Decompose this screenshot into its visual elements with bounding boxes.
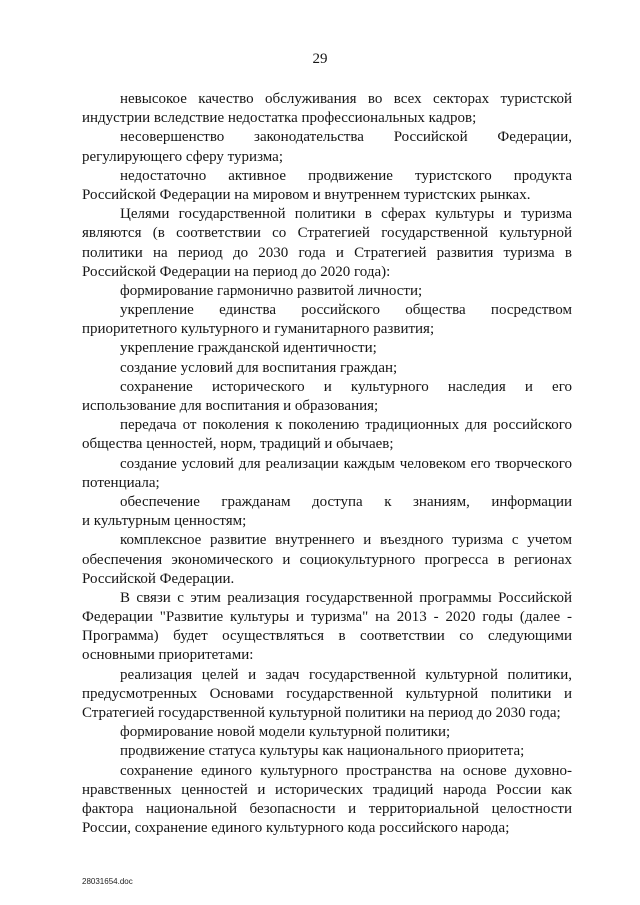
text-line: использование для воспитания и образования; bbox=[82, 398, 379, 414]
text-line: невысокое качество обслуживания во всех секторах туристской bbox=[120, 91, 572, 107]
text-line: продвижение статуса культуры как национального приоритета; bbox=[120, 743, 525, 760]
text-line: формирование гармонично развитой личности; bbox=[120, 282, 423, 299]
text-line: индустрии вследствие недостатка профессиональных кадров; bbox=[82, 110, 477, 127]
paragraph bbox=[82, 589, 572, 666]
paragraph bbox=[82, 205, 572, 282]
text-line: Российской Федерации на мировом и внутреннем туристских рынках. bbox=[82, 186, 531, 203]
text-line: политики на период до 2030 года и Стратегией развития туризма в bbox=[82, 244, 572, 261]
text-line: Программа) будет осуществляться в соответствии со следующими bbox=[82, 628, 572, 645]
text-line: передача от поколения к поколению традиционных для российского bbox=[120, 417, 572, 434]
paragraph bbox=[82, 455, 572, 493]
paragraph bbox=[82, 359, 572, 378]
text-line: обеспечение гражданам доступа к знаниям, информации bbox=[120, 493, 572, 510]
text-line: нравственных ценностей и исторических традиций народа России как bbox=[82, 781, 572, 798]
text-line: России, сохранение единого культурного кода российского народа; bbox=[82, 820, 510, 837]
text-line: обеспечения экономического и социокультурного прогресса в регионах bbox=[82, 551, 572, 568]
paragraph bbox=[82, 301, 572, 339]
paragraph bbox=[82, 742, 572, 761]
paragraph bbox=[82, 723, 572, 742]
text-line: Российской Федерации. bbox=[82, 570, 235, 587]
text-line: предусмотренных Основами государственной культурной политики и bbox=[82, 685, 572, 702]
paragraph bbox=[82, 167, 572, 205]
text-line: являются (в соответствии со Стратегией государственной культурной bbox=[82, 225, 572, 242]
text-line: создание условий для воспитания граждан; bbox=[120, 359, 398, 376]
text-line: В связи с этим реализация государственной программы Российской bbox=[120, 589, 572, 606]
text-line: сохранение единого культурного пространства на основе духовно- bbox=[120, 762, 572, 779]
text-line: потенциала; bbox=[82, 474, 160, 491]
paragraph bbox=[82, 378, 572, 416]
text-line: недостаточно активное продвижение туристского продукта bbox=[120, 167, 572, 184]
text-line: формирование новой модели культурной политики; bbox=[120, 724, 451, 741]
paragraph bbox=[82, 493, 572, 531]
paragraph bbox=[82, 416, 572, 454]
text-line: фактора национальной безопасности и территориальной целостности bbox=[82, 800, 572, 817]
text-line: регулирующего сферу туризма; bbox=[82, 148, 283, 165]
text-line: Целями государственной политики в сферах культуры и туризма bbox=[120, 206, 572, 223]
paragraph bbox=[82, 282, 572, 301]
text-line: Стратегией государственной культурной политики на период до 2030 года; bbox=[82, 705, 561, 721]
text-line: Российской Федерации на период до 2020 года): bbox=[82, 263, 391, 280]
paragraph bbox=[82, 666, 572, 724]
text-line: Федерации "Развитие культуры и туризма" на 2013 - 2020 годы (далее - bbox=[82, 609, 572, 626]
document-body bbox=[82, 90, 572, 838]
text-line: и культурным ценностям; bbox=[82, 513, 247, 530]
text-line: приоритетного культурного и гуманитарного развития; bbox=[82, 321, 435, 338]
paragraph bbox=[82, 339, 572, 358]
paragraph bbox=[82, 128, 572, 166]
paragraph bbox=[82, 531, 572, 589]
page-number: 29 bbox=[312, 51, 328, 67]
text-line: реализация целей и задач государственной культурной политики, bbox=[120, 666, 572, 683]
paragraph bbox=[82, 762, 572, 839]
paragraph bbox=[82, 90, 572, 128]
text-line: укрепление единства российского общества посредством bbox=[120, 302, 572, 319]
text-line: укрепление гражданской идентичности; bbox=[120, 340, 377, 357]
text-line: сохранение исторического и культурного наследия и его bbox=[120, 378, 572, 395]
text-line: основными приоритетами: bbox=[82, 647, 254, 664]
footer-filename: 28031654.doc bbox=[82, 877, 133, 886]
text-line: несовершенство законодательства Российской Федерации, bbox=[120, 129, 572, 146]
text-line: создание условий для реализации каждым человеком его творческого bbox=[120, 455, 572, 472]
text-line: комплексное развитие внутреннего и въездного туризма с учетом bbox=[120, 532, 572, 549]
text-line: общества ценностей, норм, традиций и обычаев; bbox=[82, 436, 394, 453]
